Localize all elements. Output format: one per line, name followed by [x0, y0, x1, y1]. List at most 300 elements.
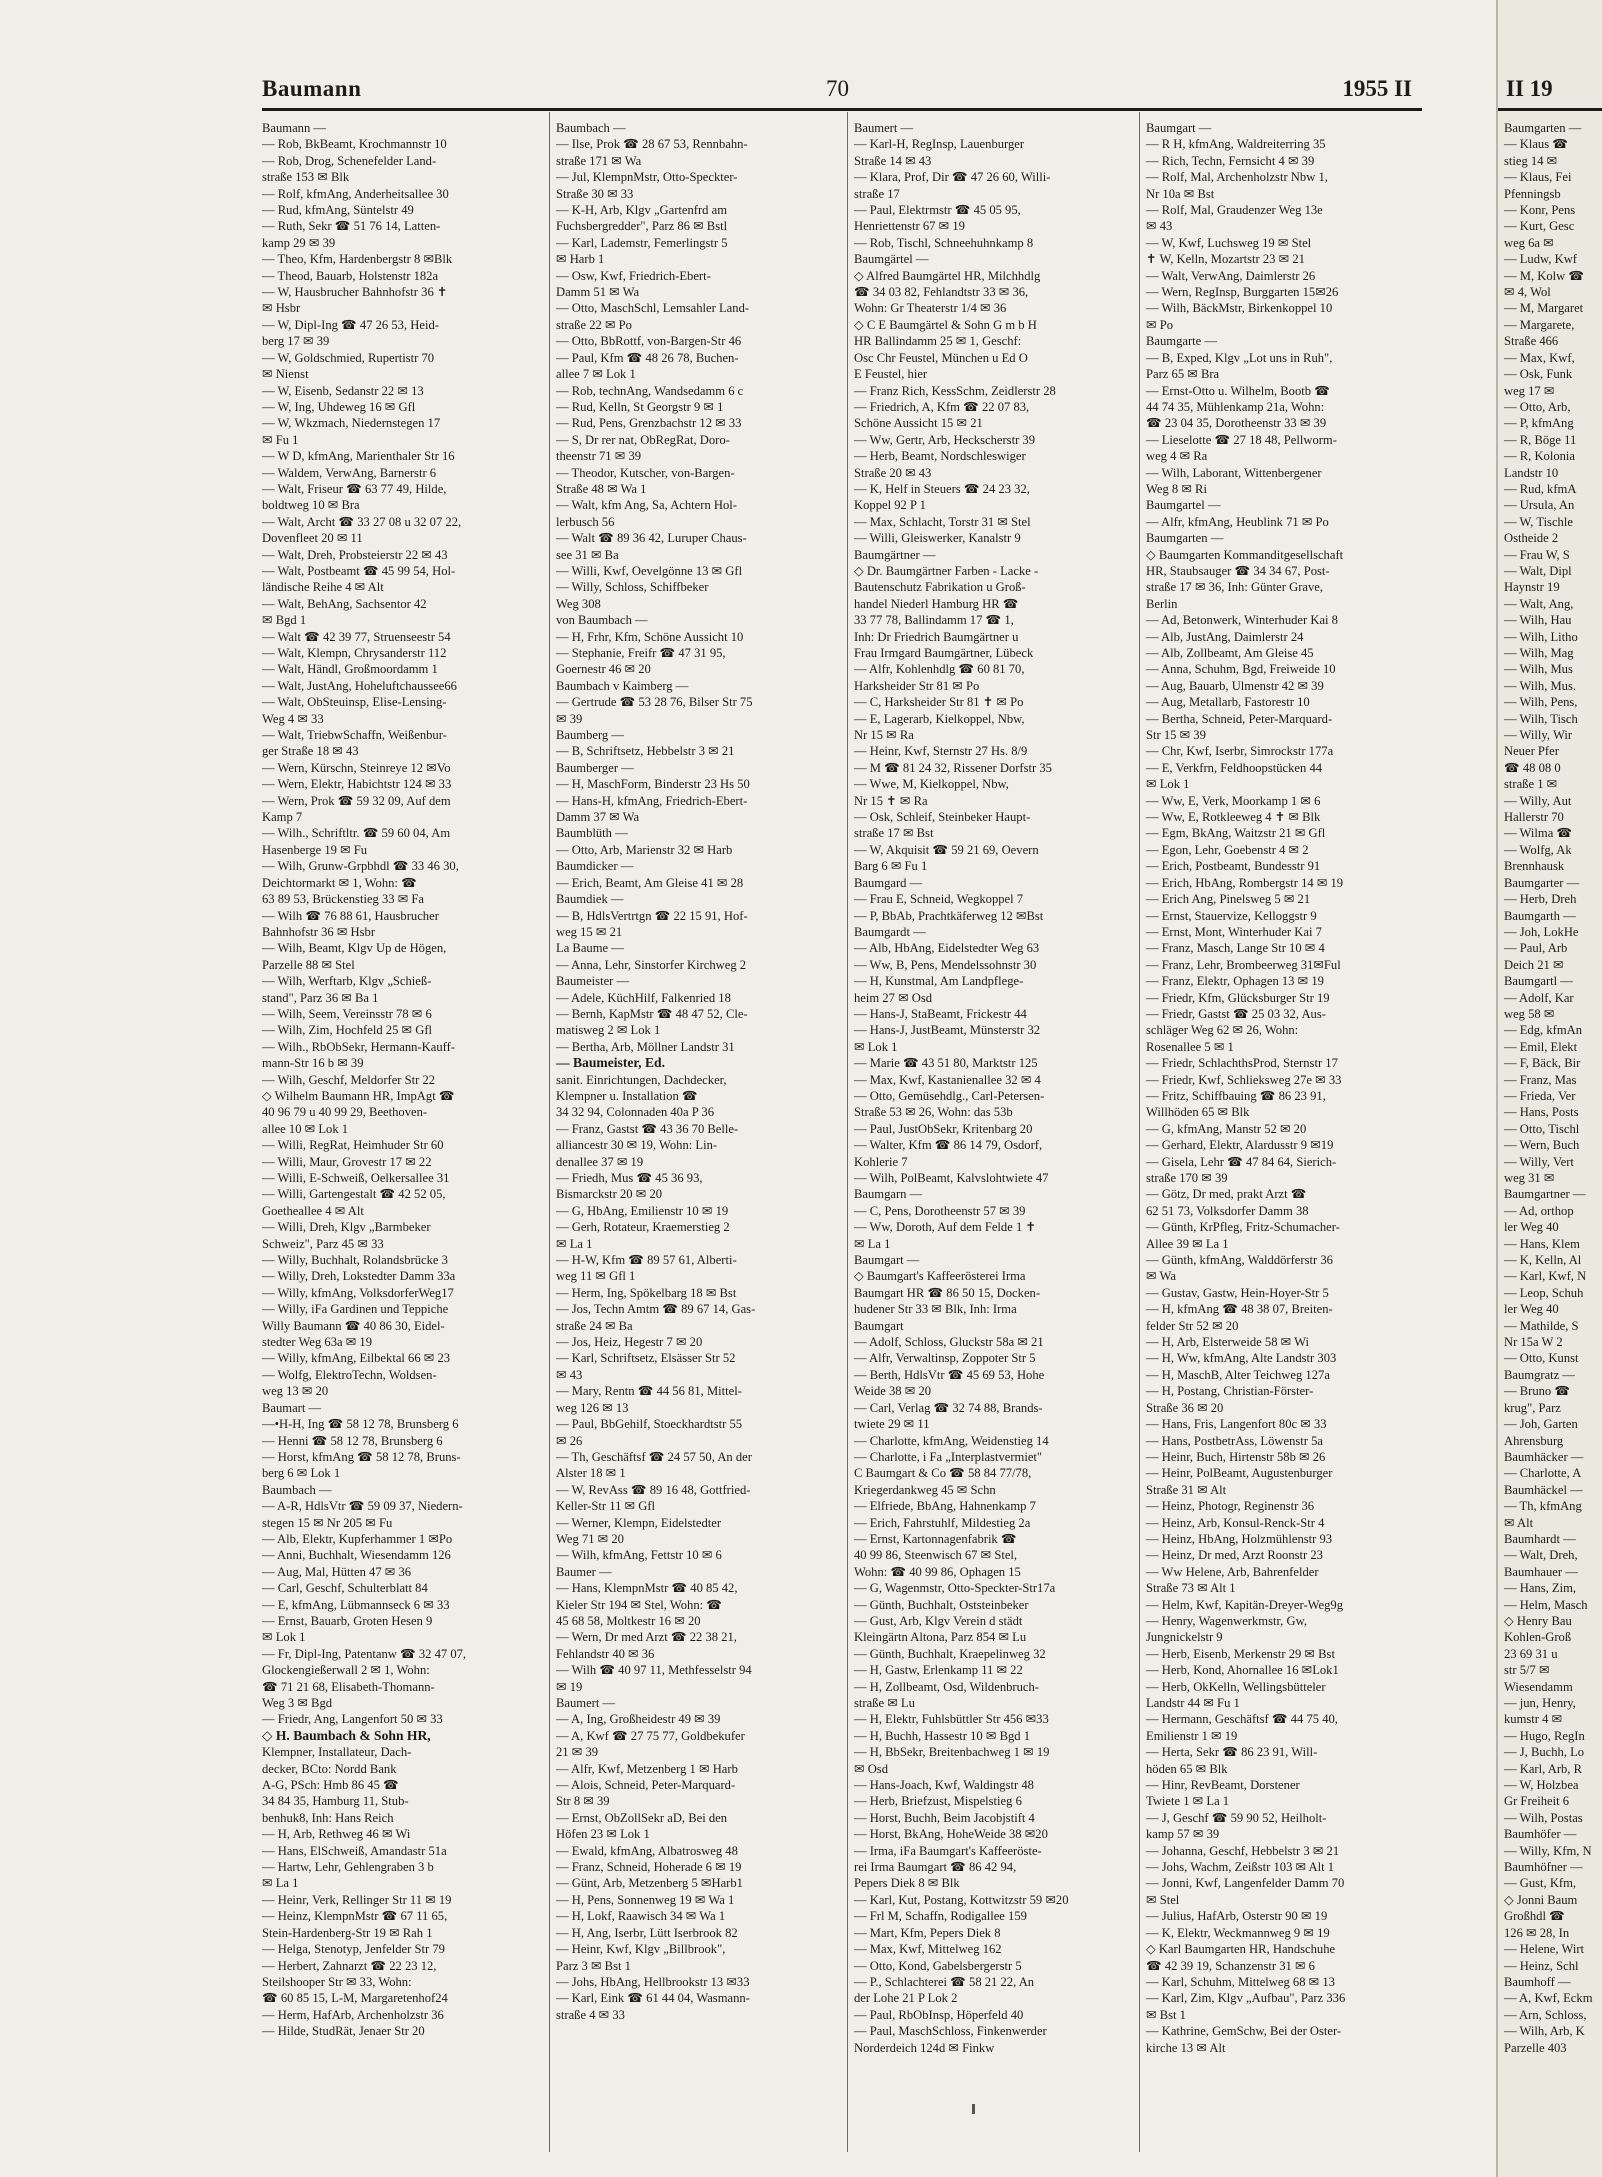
- directory-entry-line: — Johs, Wachm, Zeißstr 103 ✉ Alt 1: [1146, 1860, 1335, 1875]
- directory-entry-line: — Erich, Postbeamt, Bundesstr 91: [1146, 859, 1321, 874]
- directory-entry-line: Wohn: Gr Theaterstr 1/4 ✉ 36: [854, 301, 1007, 316]
- directory-entry-line: — Willy, Buchhalt, Rolandsbrücke 3: [262, 1253, 448, 1268]
- directory-entry-line: ✉ 39: [556, 711, 583, 726]
- adjacent-entry-line: Landstr 10: [1504, 465, 1559, 480]
- adjacent-entry-line: — Joh, LokHe: [1504, 924, 1579, 939]
- adjacent-entry-line: Nr 15a W 2: [1504, 1335, 1563, 1350]
- directory-entry-line: ✉ Lok 1: [262, 1630, 306, 1645]
- directory-entry-line: Schöne Aussicht 15 ✉ 21: [854, 416, 983, 431]
- directory-entry-line: — Walt, VerwAng, Daimlerstr 26: [1146, 268, 1316, 283]
- header-page-number: 70: [826, 76, 849, 101]
- adjacent-entry-line: — Kurt, Gesc: [1504, 219, 1575, 234]
- directory-entry-line: — Otto, MaschSchl, Lemsahler Land-: [556, 301, 750, 316]
- adjacent-page-header: II 19: [1506, 76, 1553, 101]
- adjacent-entry-line: ✉ Alt: [1504, 1515, 1534, 1530]
- header-surname-range: Baumann: [262, 76, 362, 101]
- directory-entry-line: Bahnhofstr 36 ✉ Hsbr: [262, 924, 376, 939]
- directory-entry-line: — Bernh, KapMstr ☎ 48 47 52, Cle-: [556, 1006, 748, 1021]
- adjacent-entry-line: — Helene, Wirt: [1504, 1942, 1585, 1957]
- directory-entry-line: — H, Frhr, Kfm, Schöne Aussicht 10: [556, 629, 744, 644]
- adjacent-entry-line: — Frieda, Ver: [1504, 1088, 1576, 1103]
- directory-entry-line: Keller-Str 11 ✉ Gfl: [556, 1499, 656, 1514]
- directory-entry-line: Baumbach —: [262, 1482, 332, 1497]
- directory-entry-line: ◇ Wilhelm Baumann HR, ImpAgt ☎: [262, 1088, 455, 1103]
- adjacent-entry-line: — Th, kfmAng: [1504, 1499, 1582, 1514]
- directory-entry-line: — Willy, kfmAng, Eilbektal 66 ✉ 23: [262, 1351, 451, 1366]
- directory-entry-line: — Rob, BkBeamt, Krochmannstr 10: [262, 137, 447, 152]
- adjacent-entry-line: — Joh, Garten: [1504, 1417, 1578, 1432]
- directory-entry-line: C Baumgart & Co ☎ 58 84 77/78,: [854, 1466, 1032, 1481]
- directory-entry-line: — Egon, Lehr, Goebenstr 4 ✉ 2: [1146, 842, 1309, 857]
- directory-entry-line: Nr 10a ✉ Bst: [1146, 186, 1215, 201]
- directory-entry-line: von Baumbach —: [556, 613, 648, 628]
- directory-entry-line: — E, Verkfrn, Feldhoopstücken 44: [1146, 760, 1323, 775]
- adjacent-entry-line: — Wilh, Pens,: [1504, 695, 1578, 710]
- directory-entry-line: — Gerhard, Elektr, Alardusstr 9 ✉19: [1146, 1138, 1334, 1153]
- directory-entry-line: 63 89 53, Brückenstieg 33 ✉ Fa: [262, 892, 425, 907]
- directory-entry-line: ☎ 71 21 68, Elisabeth-Thomann-: [262, 1679, 435, 1694]
- directory-entry-line: — Wilh, Geschf, Meldorfer Str 22: [262, 1072, 436, 1087]
- directory-entry-line: — Karl, Kut, Postang, Kottwitzstr 59 ✉20: [854, 1892, 1069, 1907]
- directory-entry-line: 40 99 86, Steenwisch 67 ✉ Stel,: [854, 1548, 1018, 1563]
- directory-entry-line: — Franz, Lehr, Brombeerweg 31✉Ful: [1146, 957, 1341, 972]
- adjacent-entry-line: — M, Margaret: [1504, 301, 1584, 316]
- directory-entry-line: — Gustav, Gastw, Hein-Hoyer-Str 5: [1146, 1285, 1329, 1300]
- adjacent-entry-line: — J, Buchh, Lo: [1504, 1745, 1585, 1760]
- directory-entry-line: Frau Irmgard Baumgärtner, Lübeck: [854, 646, 1034, 660]
- directory-entry-line: — Rich, Techn, Fernsicht 4 ✉ 39: [1146, 153, 1315, 168]
- directory-entry-line: — A, Kwf ☎ 27 75 77, Goldbekufer: [556, 1728, 745, 1743]
- adjacent-entry-line: Gr Freiheit 6: [1504, 1794, 1570, 1809]
- directory-entry-line: Schweiz", Parz 45 ✉ 33: [262, 1236, 384, 1251]
- directory-entry-line: — H, Arb, Elsterweide 58 ✉ Wi: [1146, 1335, 1310, 1350]
- directory-entry-line: Inh: Dr Friedrich Baumgärtner u: [854, 629, 1019, 644]
- adjacent-entry-line: Baumhoff —: [1504, 1974, 1571, 1989]
- directory-entry-line: Dovenfleet 20 ✉ 11: [262, 531, 363, 546]
- directory-entry-line: — Karl, Zim, Klgv „Aufbau", Parz 336: [1146, 1991, 1346, 2006]
- directory-entry-line: — Wwe, M, Kielkoppel, Nbw,: [854, 777, 1009, 792]
- directory-entry-line: Bismarckstr 20 ✉ 20: [556, 1187, 663, 1202]
- directory-entry-line: — Hilde, StudRät, Jenaer Str 20: [262, 2024, 425, 2039]
- directory-entry-line: ✉ Lok 1: [1146, 777, 1190, 792]
- adjacent-page-column: [1504, 120, 1602, 2055]
- directory-entry-line: — Erich, Fahrstuhlf, Mildestieg 2a: [854, 1515, 1031, 1530]
- directory-entry-line: Baumgartel —: [1146, 498, 1221, 513]
- directory-entry-line: Straße 53 ✉ 26, Wohn: das 53b: [854, 1105, 1013, 1120]
- directory-entry-line: — Jul, KlempnMstr, Otto-Speckter-: [556, 170, 738, 185]
- directory-entry-line: — G, HbAng, Emilienstr 10 ✉ 19: [556, 1203, 729, 1218]
- adjacent-entry-line: — Herb, Dreh: [1504, 892, 1577, 907]
- directory-entry-line: — Heinz, Dr med, Arzt Roonstr 23: [1146, 1548, 1323, 1563]
- directory-entry-line: — Herb, Briefzust, Mispelstieg 6: [854, 1794, 1022, 1809]
- directory-entry-line: — H, Gastw, Erlenkamp 11 ✉ 22: [854, 1663, 1023, 1678]
- directory-entry-line: handel Niederl Hamburg HR ☎: [854, 596, 1019, 611]
- directory-entry-line: — Helga, Stenotyp, Jenfelder Str 79: [262, 1942, 445, 1957]
- directory-entry-line: — Adolf, Schloss, Gluckstr 58a ✉ 21: [854, 1335, 1044, 1350]
- directory-entry-line: —•H-H, Ing ☎ 58 12 78, Brunsberg 6: [262, 1417, 459, 1432]
- adjacent-entry-line: Baumgarth —: [1504, 908, 1576, 923]
- adjacent-entry-line: Großhdl ☎: [1504, 1909, 1565, 1924]
- directory-entry-line: — Wilh., Schriftltr. ☎ 59 60 04, Am: [262, 826, 451, 841]
- directory-entry-line: — Ernst-Otto u. Wilhelm, Bootb ☎: [1146, 383, 1330, 398]
- directory-entry-line: — Hans-J, JustBeamt, Münsterstr 32: [854, 1023, 1041, 1038]
- directory-entry-line: — Herb, Eisenb, Merkenstr 29 ✉ Bst: [1146, 1646, 1335, 1661]
- directory-entry-line: — Johanna, Geschf, Hebbelstr 3 ✉ 21: [1146, 1843, 1340, 1858]
- adjacent-entry-line: — Willy, Aut: [1504, 793, 1572, 808]
- directory-entry-line: allee 7 ✉ Lok 1: [556, 367, 636, 382]
- directory-entry-line: — Franz, Elektr, Ophagen 13 ✉ 19: [1146, 974, 1324, 989]
- directory-entry-line: Parz 65 ✉ Bra: [1146, 367, 1220, 382]
- adjacent-entry-line: — Emil, Elekt: [1504, 1039, 1578, 1054]
- directory-entry-line: see 31 ✉ Ba: [556, 547, 619, 562]
- adjacent-entry-line: — R, Böge 11: [1504, 432, 1577, 447]
- adjacent-entry-line: — Konr, Pens: [1504, 203, 1576, 218]
- directory-entry-line: — E, Lagerarb, Kielkoppel, Nbw,: [854, 711, 1025, 726]
- directory-entry-line: — Alfr, kfmAng, Heublink 71 ✉ Po: [1146, 514, 1329, 529]
- adjacent-entry-line: — Ad, orthop: [1504, 1203, 1574, 1218]
- directory-entry-line: — Walt, Friseur ☎ 63 77 49, Hilde,: [262, 481, 447, 496]
- directory-entry-line: weg 13 ✉ 20: [262, 1384, 329, 1399]
- directory-entry-line: Kleingärtn Altona, Parz 854 ✉ Lu: [854, 1630, 1027, 1645]
- adjacent-entry-line: Baumhauer —: [1504, 1564, 1578, 1579]
- directory-entry-line: — Franz Rich, KessSchm, Zeidlerstr 28: [854, 383, 1056, 398]
- directory-entry-line: — Berth, HdlsVtr ☎ 45 69 53, Hohe: [854, 1367, 1045, 1382]
- directory-entry-line: — Hans, ElSchweiß, Amandastr 51a: [262, 1843, 447, 1858]
- directory-entry-line: ✉ Osd: [854, 1761, 888, 1776]
- directory-entry-line: — Wern, Dr med Arzt ☎ 22 38 21,: [556, 1630, 737, 1645]
- directory-entry-line: — Jonni, Kwf, Langenfelder Damm 70: [1146, 1876, 1345, 1891]
- directory-entry-line: — Helm, Kwf, Kapitän-Dreyer-Weg9g: [1146, 1597, 1344, 1612]
- directory-entry-line: — Walter, Kfm ☎ 86 14 79, Osdorf,: [854, 1138, 1043, 1153]
- directory-entry-line: Baumgart HR ☎ 86 50 15, Docken-: [854, 1285, 1041, 1300]
- directory-entry-line: — Ww, B, Pens, Mendelssohnstr 30: [854, 957, 1037, 972]
- directory-entry-line: — Baumeister, Ed.: [556, 1055, 666, 1071]
- directory-entry-line: stegen 15 ✉ Nr 205 ✉ Fu: [262, 1515, 393, 1530]
- directory-entry-line: — Friedh, Mus ☎ 45 36 93,: [556, 1171, 703, 1185]
- directory-entry-line: boldtweg 10 ✉ Bra: [262, 498, 360, 513]
- directory-entry-line: kirche 13 ✉ Alt: [1146, 2040, 1226, 2055]
- directory-entry-line: — A, Ing, Großheidestr 49 ✉ 39: [556, 1712, 721, 1727]
- directory-entry-line: ✉ 43: [1146, 219, 1173, 234]
- directory-entry-line: HR Ballindamm 25 ✉ 1, Geschf:: [854, 334, 1022, 349]
- directory-entry-line: — Ww, Doroth, Auf dem Felde 1 ✝: [854, 1220, 1036, 1235]
- directory-entry-line: Baumart —: [262, 1400, 322, 1415]
- adjacent-entry-line: — Hugo, RegIn: [1504, 1728, 1585, 1743]
- directory-entry-line: — Walt ☎ 42 39 77, Struenseestr 54: [262, 629, 451, 644]
- directory-entry-line: — Franz, Gastst ☎ 43 36 70 Belle-: [556, 1121, 739, 1136]
- directory-entry-line: theenstr 71 ✉ 39: [556, 449, 642, 464]
- adjacent-entry-line: — Paul, Arb: [1504, 941, 1568, 956]
- directory-entry-line: — Charlotte, kfmAng, Weidenstieg 14: [854, 1433, 1049, 1448]
- directory-entry-line: — W, Goldschmied, Rupertistr 70: [262, 350, 435, 365]
- adjacent-entry-line: — Hans, Zim,: [1504, 1581, 1577, 1596]
- directory-entry-line: — Karl, Schriftsetz, Elsässer Str 52: [556, 1351, 736, 1366]
- directory-entry-line: — Rolf, Mal, Graudenzer Weg 13e: [1146, 203, 1323, 218]
- directory-entry-line: Baumgärtel —: [854, 252, 929, 267]
- directory-entry-line: — Anni, Buchhalt, Wiesendamm 126: [262, 1548, 451, 1563]
- directory-entry-line: — W, Akquisit ☎ 59 21 69, Oevern: [854, 842, 1039, 857]
- directory-entry-line: weg 4 ✉ Ra: [1146, 449, 1208, 464]
- adjacent-entry-line: — M, Kolw ☎: [1504, 268, 1585, 283]
- directory-entry-line: ◇ Karl Baumgarten HR, Handschuhe: [1146, 1942, 1336, 1957]
- directory-entry-line: — Ewald, kfmAng, Albatrosweg 48: [556, 1843, 738, 1858]
- adjacent-entry-line: — Wilma ☎: [1504, 826, 1573, 841]
- directory-entry-line: Stein-Hardenberg-Str 19 ✉ Rah 1: [262, 1925, 433, 1940]
- adjacent-entry-line: — Adolf, Kar: [1504, 990, 1574, 1005]
- adjacent-entry-line: — Helm, Masch: [1504, 1597, 1588, 1612]
- directory-entry-line: — Johs, HbAng, Hellbrookstr 13 ✉33: [556, 1974, 750, 1989]
- directory-entry-line: — Bertha, Arb, Möllner Landstr 31: [556, 1039, 735, 1054]
- adjacent-entry-line: ler Weg 40: [1504, 1302, 1559, 1317]
- directory-entry-line: — Ww Helene, Arb, Bahrenfelder: [1146, 1564, 1319, 1579]
- adjacent-entry-line: — Arn, Schloss,: [1504, 2007, 1587, 2022]
- directory-entry-line: Baumert —: [854, 121, 914, 135]
- directory-entry-line: — P, BbAb, Prachtkäferweg 12 ✉Bst: [854, 908, 1044, 923]
- directory-entry-line: — Lieselotte ☎ 27 18 48, Pellworm-: [1146, 432, 1337, 447]
- directory-entry-line: — Marie ☎ 43 51 80, Marktstr 125: [854, 1056, 1038, 1071]
- directory-entry-line: ☎ 42 39 19, Schanzenstr 31 ✉ 6: [1146, 1958, 1315, 1973]
- directory-entry-line: — Horst, Buchh, Beim Jacobjstift 4: [854, 1810, 1035, 1825]
- adjacent-entry-line: — Otto, Kunst: [1504, 1351, 1579, 1366]
- directory-entry-line: Goernestr 46 ✉ 20: [556, 662, 651, 677]
- directory-entry-line: straße 22 ✉ Po: [556, 317, 632, 332]
- directory-entry-line: Bautenschutz Fabrikation u Groß-: [854, 580, 1026, 595]
- directory-entry-line: — Willi, RegRat, Heimhuder Str 60: [262, 1138, 444, 1153]
- directory-entry-line: HR, Staubsauger ☎ 34 34 67, Post-: [1146, 563, 1330, 578]
- directory-entry-line: — Wilh, PolBeamt, Kalvslohtwiete 47: [854, 1171, 1049, 1185]
- directory-entry-line: — Bertha, Schneid, Peter-Marquard-: [1146, 711, 1333, 726]
- adjacent-entry-line: ◇ Henry Bau: [1504, 1613, 1572, 1628]
- directory-entry-line: — Alfr, Kwf, Metzenberg 1 ✉ Harb: [556, 1761, 738, 1776]
- directory-entry-line: — Alfr, Verwaltinsp, Zoppoter Str 5: [854, 1351, 1036, 1366]
- directory-entry-line: ✉ La 1: [556, 1236, 593, 1251]
- directory-entry-line: — Ww, E, Verk, Moorkamp 1 ✉ 6: [1146, 793, 1321, 808]
- directory-entry-line: — Max, Kwf, Kastanienallee 32 ✉ 4: [854, 1072, 1041, 1087]
- directory-entry-line: Steilshooper Str ✉ 33, Wohn:: [262, 1974, 412, 1989]
- directory-entry-line: — Heinr, Buch, Hirtenstr 58b ✉ 26: [1146, 1449, 1326, 1464]
- directory-entry-line: Baumberger —: [556, 760, 634, 775]
- directory-entry-line: straße 17 ✉ Bst: [854, 826, 934, 841]
- directory-entry-line: Straße 73 ✉ Alt 1: [1146, 1581, 1236, 1596]
- directory-entry-line: Höfen 23 ✉ Lok 1: [556, 1827, 650, 1842]
- directory-entry-line: Baumberg —: [556, 728, 624, 743]
- directory-entry-line: — H, Elektr, Fuhlsbüttler Str 456 ✉33: [854, 1712, 1049, 1727]
- adjacent-entry-line: Neuer Pfer: [1504, 744, 1559, 759]
- adjacent-entry-line: — Willy, Wir: [1504, 728, 1573, 743]
- directory-entry-line: — Karl, Eink ☎ 61 44 04, Wasmann-: [556, 1991, 750, 2006]
- adjacent-entry-line: Baumhardt —: [1504, 1531, 1576, 1546]
- directory-entry-line: ✉ Bst 1: [1146, 2007, 1186, 2022]
- directory-entry-line: — Heinr, Kwf, Klgv „Billbrook",: [556, 1942, 726, 1957]
- adjacent-entry-line: weg 58 ✉: [1504, 1006, 1555, 1021]
- directory-entry-line: — Herm, HafArb, Archenholzstr 36: [262, 2007, 444, 2022]
- directory-entry-line: — W, Dipl-Ing ☎ 47 26 53, Heid-: [262, 317, 439, 332]
- adjacent-entry-line: Ahrensburg: [1504, 1433, 1564, 1448]
- directory-entry-line: — A-R, HdlsVtr ☎ 59 09 37, Niedern-: [262, 1499, 463, 1514]
- directory-entry-line: — Hans, PostbetrAss, Löwenstr 5a: [1146, 1433, 1323, 1448]
- directory-entry-line: — Walt, TriebwSchaffn, Weißenbur-: [262, 728, 447, 743]
- directory-entry-line: straße 4 ✉ 33: [556, 2007, 625, 2022]
- adjacent-entry-line: — Walt, Dipl: [1504, 563, 1572, 578]
- directory-entry-line: ☎ 34 03 82, Fehlandtstr 33 ✉ 36,: [854, 285, 1029, 300]
- directory-entry-line: benhuk8, Inh: Hans Reich: [262, 1810, 394, 1825]
- directory-entry-line: — H, MaschForm, Binderstr 23 Hs 50: [556, 777, 750, 792]
- directory-entry-line: Baumbach v Kaimberg —: [556, 678, 689, 693]
- directory-entry-line: — Friedr, Gastst ☎ 25 03 32, Aus-: [1146, 1006, 1326, 1021]
- directory-entry-line: Deichtormarkt ✉ 1, Wohn: ☎: [262, 875, 417, 890]
- directory-entry-line: alliancestr 30 ✉ 19, Wohn: Lin-: [556, 1138, 718, 1153]
- directory-entry-line: ✉ Bgd 1: [262, 613, 307, 628]
- directory-entry-line: — Paul, RbObInsp, Höperfeld 40: [854, 2007, 1024, 2022]
- directory-entry-line: Pepers Diek 8 ✉ Blk: [854, 1876, 960, 1891]
- directory-entry-line: — B, HdlsVertrtgn ☎ 22 15 91, Hof-: [556, 908, 748, 923]
- adjacent-entry-line: Straße 466: [1504, 334, 1559, 349]
- directory-entry-line: — Carl, Verlag ☎ 32 74 88, Brands-: [854, 1400, 1043, 1415]
- directory-entry-line: — Günth, KrPfleg, Fritz-Schumacher-: [1146, 1220, 1340, 1235]
- directory-entry-line: — Wilh, Werftarb, Klgv „Schieß-: [262, 974, 432, 989]
- directory-entry-line: — Theod, Bauarb, Holstenstr 182a: [262, 268, 439, 283]
- adjacent-entry-line: weg 6a ✉: [1504, 235, 1554, 250]
- directory-entry-line: — G, Wagenmstr, Otto-Speckter-Str17a: [854, 1581, 1056, 1596]
- directory-entry-line: — Gisela, Lehr ☎ 47 84 64, Sierich-: [1146, 1154, 1337, 1169]
- directory-entry-line: stand", Parz 36 ✉ Ba 1: [262, 990, 379, 1005]
- directory-entry-line: — P., Schlachterei ☎ 58 21 22, An: [854, 1974, 1035, 1989]
- directory-entry-line: A-G, PSch: Hmb 86 45 ☎: [262, 1778, 399, 1793]
- directory-entry-line: berg 17 ✉ 39: [262, 334, 330, 349]
- directory-entry-line: — H, Lokf, Raawisch 34 ✉ Wa 1: [556, 1909, 726, 1924]
- adjacent-entry-line: — Willy, Vert: [1504, 1154, 1574, 1169]
- directory-entry-line: Nr 15 ✉ Ra: [854, 728, 914, 743]
- adjacent-entry-line: — Klaus ☎: [1504, 137, 1568, 152]
- directory-entry-line: — Alb, Zollbeamt, Am Gleise 45: [1146, 646, 1314, 660]
- directory-entry-line: — Rob, Tischl, Schneehuhnkamp 8: [854, 235, 1034, 250]
- adjacent-entry-line: Baumhäckel —: [1504, 1482, 1583, 1497]
- column-2: [556, 120, 836, 2140]
- adjacent-entry-line: — Ursula, An: [1504, 498, 1575, 513]
- adjacent-header-rule: [1498, 108, 1602, 111]
- directory-entry-line: Baumgart: [854, 1318, 904, 1333]
- directory-entry-line: ☎ 60 85 15, L-M, Margaretenhof24: [262, 1991, 448, 2006]
- directory-entry-line: Barg 6 ✉ Fu 1: [854, 859, 928, 874]
- adjacent-entry-line: Haynstr 19: [1504, 580, 1560, 595]
- adjacent-entry-line: ☎ 48 08 0: [1504, 760, 1561, 775]
- directory-entry-line: — Heinr, Verk, Rellinger Str 11 ✉ 19: [262, 1892, 452, 1907]
- directory-entry-line: — Herb, OkKelln, Wellingsbütteler: [1146, 1679, 1326, 1694]
- directory-entry-line: — Henni ☎ 58 12 78, Brunsberg 6: [262, 1433, 443, 1448]
- directory-entry-line: rei Irma Baumgart ☎ 86 42 94,: [854, 1860, 1017, 1875]
- directory-entry-line: — Friedr, Kwf, Schlieksweg 27e ✉ 33: [1146, 1072, 1342, 1087]
- adjacent-entry-line: kumstr 4 ✉: [1504, 1712, 1563, 1727]
- header-year-volume: 1955 II: [1342, 76, 1412, 101]
- directory-entry-line: — Otto, BbRottf, von-Bargen-Str 46: [556, 334, 742, 349]
- directory-entry-line: — W, Ing, Uhdeweg 16 ✉ Gfl: [262, 399, 416, 414]
- directory-entry-line: — Theo, Kfm, Hardenbergstr 8 ✉Blk: [262, 252, 453, 267]
- directory-entry-line: Baumgart —: [1146, 121, 1212, 135]
- directory-entry-line: — W, Hausbrucher Bahnhofstr 36 ✝: [262, 285, 448, 300]
- directory-entry-line: Willhöden 65 ✉ Blk: [1146, 1105, 1250, 1120]
- adjacent-entry-line: weg 31 ✉: [1504, 1171, 1555, 1185]
- directory-entry-line: Straße 48 ✉ Wa 1: [556, 481, 647, 496]
- directory-entry-line: — B, Schriftsetz, Hebbelstr 3 ✉ 21: [556, 744, 735, 759]
- directory-entry-line: — Friedr, SchlachthsProd, Sternstr 17: [1146, 1056, 1338, 1071]
- directory-entry-line: ✉ Lok 1: [854, 1039, 898, 1054]
- directory-entry-line: weg 11 ✉ Gfl 1: [556, 1269, 636, 1284]
- column-divider: [1139, 112, 1140, 2152]
- directory-entry-line: — Erich, HbAng, Rombergstr 14 ✉ 19: [1146, 875, 1344, 890]
- directory-entry-line: Baumbach —: [556, 121, 626, 135]
- adjacent-entry-line: Parzelle 403: [1504, 2040, 1567, 2055]
- directory-entry-line: ✉ La 1: [854, 1236, 891, 1251]
- directory-entry-line: matisweg 2 ✉ Lok 1: [556, 1023, 661, 1038]
- directory-entry-line: — Paul, JustObSekr, Kritenbarg 20: [854, 1121, 1033, 1136]
- directory-entry-line: Baumer —: [556, 1564, 612, 1579]
- directory-entry-line: — Walt, ObSteuinsp, Elise-Lensing-: [262, 695, 447, 710]
- directory-entry-line: Baumgardt —: [854, 924, 926, 939]
- adjacent-entry-line: Baumhöfer —: [1504, 1827, 1577, 1842]
- column-divider: [549, 112, 550, 2152]
- directory-entry-line: — Rolf, Mal, Archenholzstr Nbw 1,: [1146, 170, 1328, 185]
- directory-entry-line: — Wern, Prok ☎ 59 32 09, Auf dem: [262, 793, 451, 808]
- directory-entry-line: — Charlotte, i Fa „Interplastvermiet": [854, 1449, 1043, 1464]
- directory-entry-line: Osc Chr Feustel, München u Ed O: [854, 350, 1028, 365]
- directory-entry-line: — Aug, Bauarb, Ulmenstr 42 ✉ 39: [1146, 678, 1324, 693]
- directory-entry-line: — Hans, Fris, Langenfort 80c ✉ 33: [1146, 1417, 1327, 1432]
- directory-entry-line: — H, Arb, Rethweg 46 ✉ Wi: [262, 1827, 411, 1842]
- directory-entry-line: — Walt, Händl, Großmoordamm 1: [262, 662, 438, 677]
- directory-entry-line: Hasenberge 19 ✉ Fu: [262, 842, 368, 857]
- adjacent-entry-line: Hallerstr 70: [1504, 810, 1564, 825]
- directory-entry-line: Baumblüth —: [556, 826, 628, 841]
- directory-entry-line: — Willy, kfmAng, VolksdorferWeg17: [262, 1285, 454, 1300]
- directory-entry-line: Str 15 ✉ 39: [1146, 728, 1206, 743]
- directory-entry-line: — W, RevAss ☎ 89 16 48, Gottfried-: [556, 1482, 751, 1497]
- directory-entry-line: — W, Kwf, Luchsweg 19 ✉ Stel: [1146, 235, 1312, 250]
- directory-entry-line: — Irma, iFa Baumgart's Kaffeeröste-: [854, 1843, 1042, 1858]
- directory-entry-line: — Max, Schlacht, Torstr 31 ✉ Stel: [854, 514, 1031, 529]
- adjacent-entry-line: — Osk, Funk: [1504, 367, 1573, 382]
- directory-entry-line: ◇ Alfred Baumgärtel HR, Milchhdlg: [854, 268, 1041, 283]
- adjacent-entry-line: Wiesendamm: [1504, 1679, 1573, 1694]
- directory-entry-line: — Alb, HbAng, Eidelstedter Weg 63: [854, 941, 1040, 956]
- directory-entry-line: — Erich, Beamt, Am Gleise 41 ✉ 28: [556, 875, 744, 890]
- adjacent-entry-line: — Klaus, Fei: [1504, 170, 1572, 185]
- directory-entry-line: — Günth, Buchhalt, Kraepelinweg 32: [854, 1646, 1046, 1661]
- adjacent-entry-line: krug", Parz: [1504, 1400, 1561, 1415]
- directory-entry-line: Rosenallee 5 ✉ 1: [1146, 1039, 1234, 1054]
- directory-entry-line: — Heinr, Kwf, Sternstr 27 Hs. 8/9: [854, 744, 1028, 759]
- directory-entry-line: Straße 30 ✉ 33: [556, 186, 634, 201]
- adjacent-entry-line: — F, Bäck, Bir: [1504, 1056, 1581, 1071]
- directory-entry-line: 45 68 58, Moltkestr 16 ✉ 20: [556, 1613, 701, 1628]
- directory-entry-line: Weg 308: [556, 596, 601, 611]
- directory-entry-line: — Anna, Lehr, Sinstorfer Kirchweg 2: [556, 957, 747, 972]
- directory-entry-line: — Willi, Dreh, Klgv „Barmbeker: [262, 1220, 431, 1235]
- directory-entry-line: — Wilh, Grunw-Grpbhdl ☎ 33 46 30,: [262, 859, 459, 874]
- adjacent-entry-line: Baumgratz —: [1504, 1367, 1575, 1382]
- directory-entry-line: — Herbert, Zahnarzt ☎ 22 23 12,: [262, 1958, 437, 1973]
- directory-entry-line: — Herb, Beamt, Nordschleswiger: [854, 449, 1026, 464]
- directory-entry-line: — Hans-H, kfmAng, Friedrich-Ebert-: [556, 793, 748, 808]
- directory-entry-line: — Carl, Geschf, Schulterblatt 84: [262, 1581, 428, 1596]
- adjacent-entry-line: ✉ 4, Wol: [1504, 285, 1551, 300]
- directory-entry-line: — Hinr, RevBeamt, Dorstener: [1146, 1778, 1300, 1793]
- directory-entry-line: — Paul, Elektrmstr ☎ 45 05 95,: [854, 203, 1021, 218]
- adjacent-entry-line: — Ludw, Kwf: [1504, 252, 1577, 267]
- directory-entry-line: — Herta, Sekr ☎ 86 23 91, Will-: [1146, 1745, 1318, 1760]
- directory-entry-line: — C, Pens, Dorotheenstr 57 ✉ 39: [854, 1203, 1026, 1218]
- directory-entry-line: — Günth, kfmAng, Walddörferstr 36: [1146, 1253, 1333, 1268]
- directory-entry-line: ◇ Baumgarten Kommanditgesellschaft: [1146, 547, 1344, 562]
